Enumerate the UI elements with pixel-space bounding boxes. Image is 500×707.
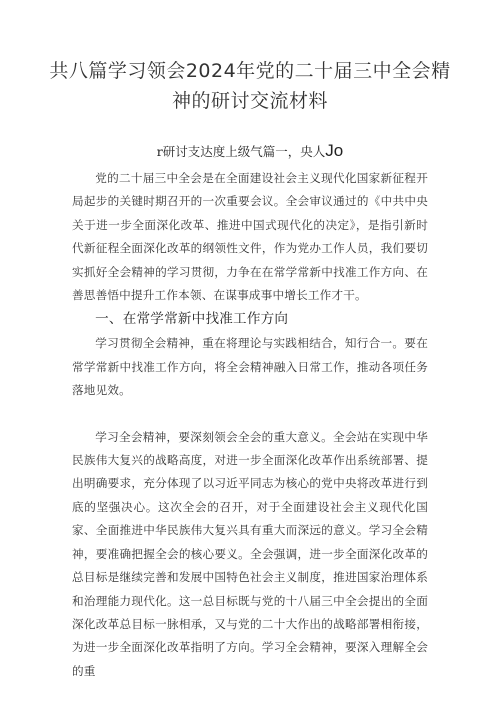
document-subtitle bbox=[40, 141, 460, 162]
intro-paragraph: 党的二十届三中全会是在全面建设社会主义现代化国家新征程开局起步的关键时期召开的一次重要会议。全会审议通过的《中共中央关于进一步全面深化改革、推进中国式现代化的决定》，是指引新时代新征程全面深化改革的纲领性文件，作为党办工作人员，我们要切实抓好全会精神的学习贯彻，力争在在常学常新中找准工作方向、在善思善悟中提升工作本领、在谋事成事中增长工作才干。 bbox=[72, 171, 428, 303]
section-heading: 一、在常学常新中找准工作方向 bbox=[95, 311, 289, 328]
document-title: 共八篇学习领会2024年党的二十届三中全会精神的研讨交流材料 bbox=[49, 60, 451, 112]
document-body bbox=[72, 167, 428, 683]
subtitle-suffix: Jo bbox=[325, 141, 344, 160]
body-paragraph: 学习全会精神，要深刻领会全会的重大意义。全会站在实现中华民族伟大复兴的战略高度，对进一步全面深化改革作出系统部署、提出明确要求，充分体现了以习近平同志为核心的党中央将改革进行到底的坚强决心。这次全会的召开，对于全面建设社会主义现代化国家、全面推进中华民族伟大复兴具有重大而深远的意义。学习全会精神，要准确把握全会的核心要义。全会强调，进一步全面深化改革的总目标是继续完善和发展中国特色社会主义制度，推进国家治理体系和治理能力现代化。这一总目标既与党的十八届三中全会提出的全面深化改革总目标一脉相承，又与党的二十大作出的战略部署相衔接，为进一步全面深化改革指明了方向。学习全会精神，要深入理解全会的重 bbox=[72, 429, 428, 678]
body-paragraph: 学习贯彻全会精神，重在将理论与实践相结合，知行合一。要在常学常新中找准工作方向，将全会精神融入日常工作，推动各项任务落地见效。 bbox=[72, 336, 428, 398]
subtitle-text: r研讨支达度上级气篇一，央人 bbox=[156, 144, 326, 159]
